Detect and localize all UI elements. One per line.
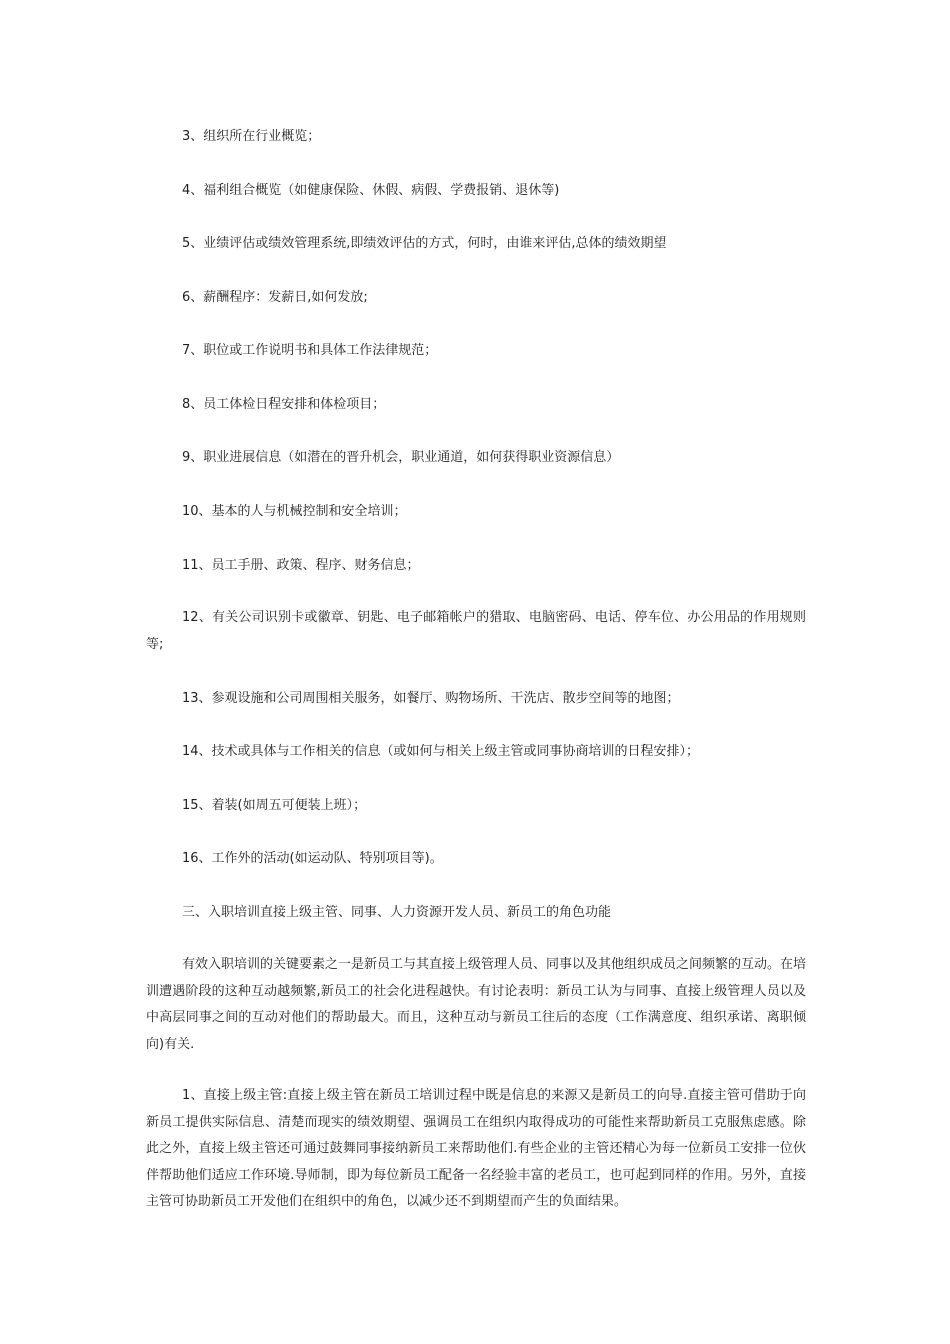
list-item: 14、技术或具体与工作相关的信息（或如何与相关上级主管或同事协商培训的日程安排）； — [182, 744, 700, 759]
section-heading: 三、入职培训直接上级主管、同事、人力资源开发人员、新员工的角色功能 — [182, 905, 612, 920]
list-item: 15、着装(如周五可便装上班）； — [182, 798, 367, 813]
list-item: 13、参观设施和公司周围相关服务，如餐厅、购物场所、干洗店、散步空间等的地图； — [182, 691, 680, 706]
list-item: 3、组织所在行业概览； — [182, 129, 321, 144]
list-item: 11、员工手册、政策、程序、财务信息； — [182, 558, 420, 573]
list-item: 5、业绩评估或绩效管理系统,即绩效评估的方式，何时，由谁来评估,总体的绩效期望 — [182, 236, 667, 251]
list-item: 10、基本的人与机械控制和安全培训； — [182, 504, 407, 519]
list-item: 12、有关公司识别卡或徽章、钥匙、电子邮箱帐户的猎取、电脑密码、电话、停车位、办公用品的作用规则等; — [146, 610, 806, 652]
list-item: 9、职业进展信息（如潜在的晋升机会，职业通道，如何获得职业资源信息） — [182, 450, 620, 465]
list-item: 8、员工体检日程安排和体检项目； — [182, 397, 386, 412]
body-paragraph: 1、直接上级主管:直接上级主管在新员工培训过程中既是信息的来源又是新员工的向导.直接主管可借助于向新员工提供实际信息、清楚而现实的绩效期望、强调员工在组织内取得成功的可能性来帮助新员工克服焦虑感。除此之外，直接上级主管还可通过鼓舞同事接纳新员工来帮助他们.有些企业的主管还精心为每一位新员工安排一位伙伴帮助他们适应工作环境.导师制，即为每位新员工配备一名经验丰富的老员工，也可起到同样的作用。另外，直接主管可协助新员工开发他们在组织中的角色，以减少还不到期望而产生的负面结果。 — [146, 1088, 806, 1209]
list-item: 16、工作外的活动(如运动队、特别项目等)。 — [182, 851, 443, 866]
list-item: 6、薪酬程序：发薪日,如何发放; — [182, 290, 368, 305]
body-paragraph: 有效入职培训的关键要素之一是新员工与其直接上级管理人员、同事以及其他组织成员之间频繁的互动。在培训遭遇阶段的这种互动越频繁,新员工的社会化进程越快。有讨论表明：新员工认为与同事、直接上级管理人员以及中高层同事之间的互动对他们的帮助最大。而且，这种互动与新员工往后的态度（工作满意度、组织承诺、离职倾向)有关. — [146, 957, 807, 1052]
list-item: 7、职位或工作说明书和具体工作法律规范； — [182, 343, 438, 358]
list-item: 4、福利组合概览（如健康保险、休假、病假、学费报销、退休等) — [182, 183, 560, 198]
